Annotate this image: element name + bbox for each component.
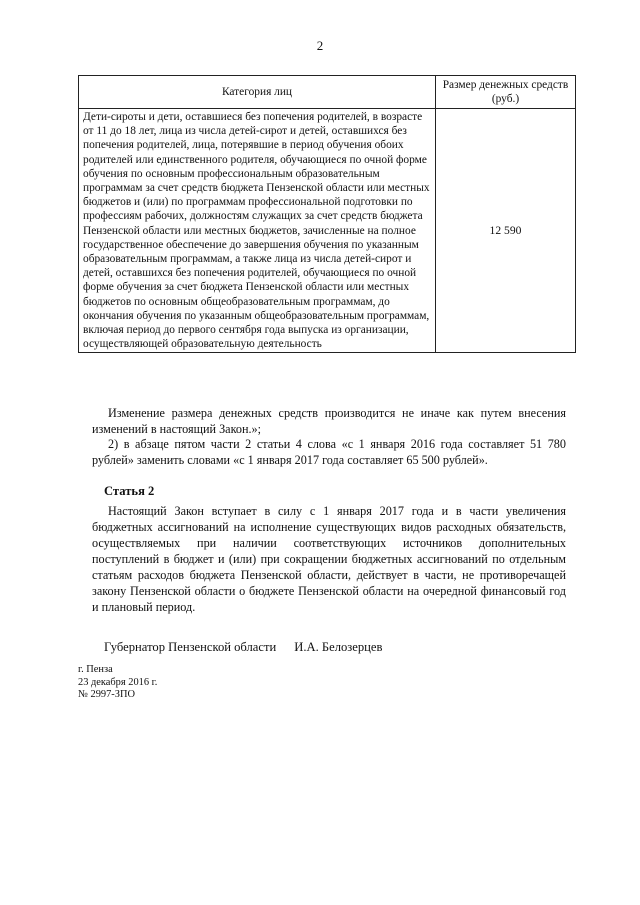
header-category: Категория лиц bbox=[79, 76, 436, 109]
header-amount: Размер денежных средств (руб.) bbox=[436, 76, 576, 109]
table-header-row bbox=[79, 76, 576, 109]
row-category-description: Дети-сироты и дети, оставшиеся без попечения родителей, в возрасте от 11 до 18 лет, лица из числа детей-сирот и детей, оставшихся без попечения родителей, лица, потерявшие в период обучения обоих родителей или единственного родителя, обучающиеся по очной форме обучения по основным профессиональным образовательным программам за счет средств бюджета Пензенской области или местных бюджетов и (или) по программам профессиональной подготовки по профессиям рабочих, должностям служащих за счет средств бюджета Пензенской области или местных бюджетов, зачисленные на полное государственное обеспечение до завершения обучения по указанным образовательным программам, а также лица из числа детей-сирот и детей, оставшихся без попечения родителей, обучающиеся по очной форме обучения за счет бюджета Пензенской области или местных бюджетов по основным общеобразовательным программам, до окончания обучения по указанным общеобразовательным программам, включая период до первого сентября года выпуска из организации, осуществляющей образовательную деятельность bbox=[79, 109, 436, 353]
change-note-paragraph: Изменение размера денежных средств производится не иначе как путем внесения изменений в настоящий Закон.»; bbox=[92, 406, 566, 436]
signature-title: Губернатор Пензенской области bbox=[104, 640, 277, 654]
category-amount-table bbox=[78, 75, 576, 353]
page-number: 2 bbox=[316, 38, 324, 53]
table-row bbox=[79, 109, 576, 353]
footer-city: г. Пенза bbox=[78, 664, 113, 675]
item-2-paragraph: 2) в абзаце пятом части 2 статьи 4 слова «с 1 января 2016 года составляет 51 780 рублей» заменить словами «с 1 января 2017 года составляет 65 500 рублей». bbox=[92, 437, 566, 467]
article-2-heading: Статья 2 bbox=[104, 484, 155, 498]
document-footer bbox=[78, 664, 157, 702]
row-amount-value: 12 590 bbox=[436, 109, 576, 353]
signature-block bbox=[104, 640, 382, 655]
signature-name: И.А. Белозерцев bbox=[294, 640, 383, 654]
footer-law-number: № 2997-ЗПО bbox=[78, 689, 135, 701]
footer-date: 23 декабря 2016 г. bbox=[78, 676, 158, 688]
article-2-text: Настоящий Закон вступает в силу с 1 января 2017 года и в части увеличения бюджетных ассигнований на исполнение существующих видов расходных обязательств, осуществляемых при наличии соответствующих источников дополнительных поступлений в бюджет и (или) при сокращении бюджетных ассигнований по отдельным статьям расходов бюджета Пензенской области, действует в части, не противоречащей закону Пензенской области о бюджете Пензенской области на очередной финансовый год и плановый период. bbox=[92, 504, 566, 614]
